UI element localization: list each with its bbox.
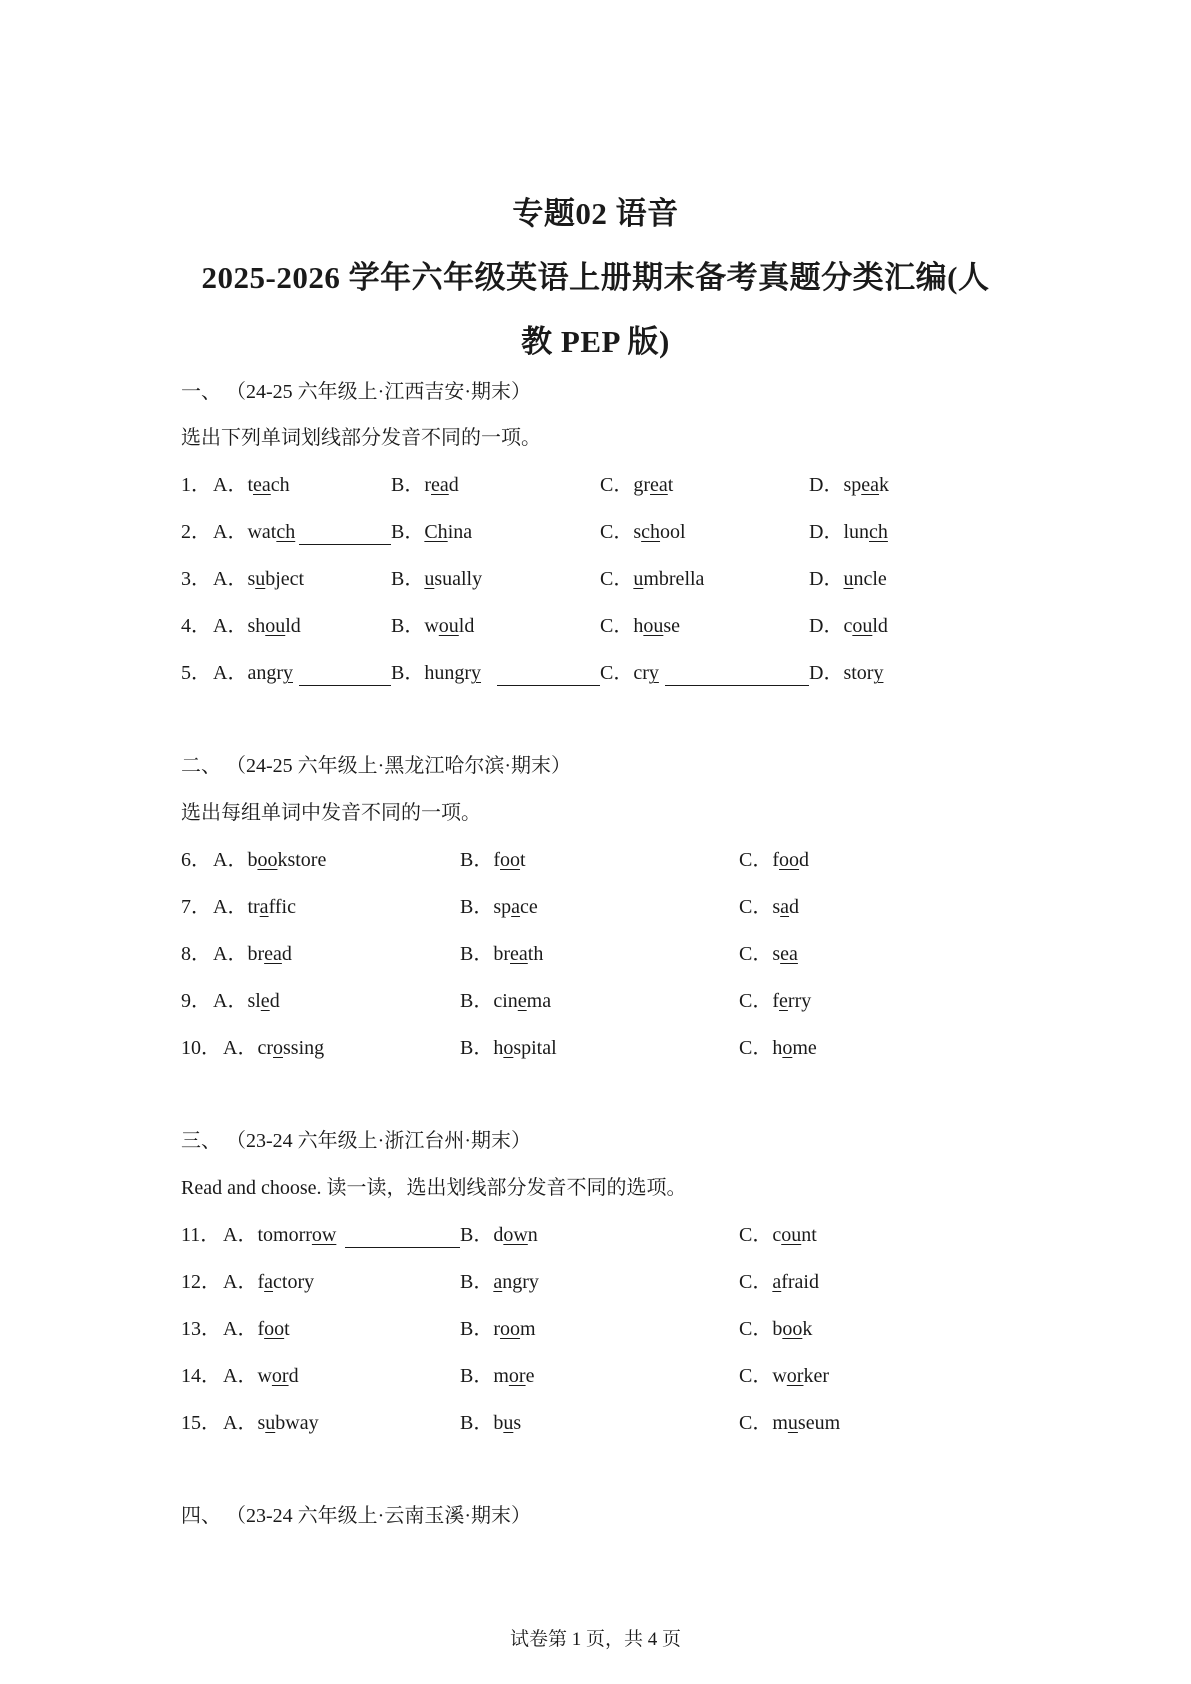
- option-c[interactable]: C．school: [600, 521, 686, 543]
- answer-blank-line: [497, 664, 600, 686]
- option-b[interactable]: B．cinema: [460, 990, 552, 1012]
- option-c[interactable]: C．museum: [739, 1412, 841, 1434]
- option-b[interactable]: B．usually: [391, 568, 483, 590]
- answer-blank-line: [345, 1226, 460, 1248]
- section-heading: 四、 （23-24 六年级上·云南玉溪·期末）: [181, 1505, 531, 1527]
- option-b[interactable]: B．would: [391, 615, 475, 637]
- option-c[interactable]: C．ferry: [739, 990, 812, 1012]
- option-a[interactable]: A．subway: [223, 1412, 319, 1434]
- option-b[interactable]: B．more: [460, 1365, 535, 1387]
- option-a[interactable]: A．bread: [213, 943, 292, 965]
- option-a[interactable]: A．teach: [213, 474, 290, 496]
- option-a[interactable]: A．bookstore: [213, 849, 327, 871]
- option-c[interactable]: C．count: [739, 1224, 817, 1246]
- option-c[interactable]: C．sea: [739, 943, 798, 965]
- question-number: 1．: [181, 474, 211, 496]
- question-number: 6．: [181, 849, 211, 871]
- question-number: 15．: [181, 1412, 221, 1434]
- option-b[interactable]: B．angry: [460, 1271, 539, 1293]
- answer-blank-line: [665, 664, 809, 686]
- section-instruction: 选出每组单词中发音不同的一项。: [181, 802, 481, 824]
- option-d[interactable]: D．could: [809, 615, 888, 637]
- answer-blank-line: [299, 664, 391, 686]
- section-instruction: 选出下列单词划线部分发音不同的一项。: [181, 427, 541, 449]
- option-c[interactable]: C．great: [600, 474, 674, 496]
- section-instruction: Read and choose. 读一读，选出划线部分发音不同的选项。: [181, 1177, 687, 1199]
- option-d[interactable]: D．speak: [809, 474, 890, 496]
- question-number: 13．: [181, 1318, 221, 1340]
- option-b[interactable]: B．hospital: [460, 1037, 557, 1059]
- option-a[interactable]: A．watch: [213, 521, 296, 543]
- option-b[interactable]: B．space: [460, 896, 538, 918]
- question-number: 14．: [181, 1365, 221, 1387]
- document-title: 专题02 语音: [512, 196, 679, 231]
- option-d[interactable]: D．lunch: [809, 521, 888, 543]
- option-a[interactable]: A．traffic: [213, 896, 296, 918]
- question-number: 3．: [181, 568, 211, 590]
- option-a[interactable]: A．angry: [213, 662, 293, 684]
- option-b[interactable]: B．breath: [460, 943, 544, 965]
- option-a[interactable]: A．should: [213, 615, 301, 637]
- option-a[interactable]: A．foot: [223, 1318, 290, 1340]
- option-a[interactable]: A．subject: [213, 568, 305, 590]
- document-subtitle-line2: 教 PEP 版): [521, 324, 670, 359]
- option-b[interactable]: B．hungry: [391, 662, 482, 684]
- option-c[interactable]: C．afraid: [739, 1271, 819, 1293]
- option-c[interactable]: C．home: [739, 1037, 817, 1059]
- option-c[interactable]: C．umbrella: [600, 568, 705, 590]
- page-footer: 试卷第 1 页，共 4 页: [509, 1629, 681, 1650]
- section-heading: 一、 （24-25 六年级上·江西吉安·期末）: [181, 381, 531, 403]
- question-number: 5．: [181, 662, 211, 684]
- question-number: 11．: [181, 1224, 221, 1246]
- section-heading: 二、 （24-25 六年级上·黑龙江哈尔滨·期末）: [181, 755, 571, 777]
- option-a[interactable]: A．word: [223, 1365, 299, 1387]
- option-a[interactable]: A．crossing: [223, 1037, 325, 1059]
- question-number: 4．: [181, 615, 211, 637]
- option-a[interactable]: A．sled: [213, 990, 280, 1012]
- document-subtitle-line1: 2025-2026 学年六年级英语上册期末备考真题分类汇编(人: [201, 260, 990, 295]
- answer-blank-line: [299, 523, 391, 545]
- option-c[interactable]: C．cry: [600, 662, 659, 684]
- option-a[interactable]: A．tomorrow: [223, 1224, 337, 1246]
- option-b[interactable]: B．down: [460, 1224, 538, 1246]
- question-number: 9．: [181, 990, 211, 1012]
- option-b[interactable]: B．read: [391, 474, 459, 496]
- option-c[interactable]: C．book: [739, 1318, 813, 1340]
- question-number: 8．: [181, 943, 211, 965]
- option-c[interactable]: C．worker: [739, 1365, 830, 1387]
- option-b[interactable]: B．bus: [460, 1412, 522, 1434]
- option-c[interactable]: C．house: [600, 615, 681, 637]
- question-number: 12．: [181, 1271, 221, 1293]
- option-a[interactable]: A．factory: [223, 1271, 315, 1293]
- option-d[interactable]: D．uncle: [809, 568, 887, 590]
- option-d[interactable]: D．story: [809, 662, 884, 684]
- question-number: 2．: [181, 521, 211, 543]
- question-number: 7．: [181, 896, 211, 918]
- option-c[interactable]: C．sad: [739, 896, 800, 918]
- option-b[interactable]: B．foot: [460, 849, 526, 871]
- option-b[interactable]: B．room: [460, 1318, 536, 1340]
- section-heading: 三、 （23-24 六年级上·浙江台州·期末）: [181, 1130, 531, 1152]
- option-b[interactable]: B．China: [391, 521, 473, 543]
- option-c[interactable]: C．food: [739, 849, 810, 871]
- question-number: 10．: [181, 1037, 221, 1059]
